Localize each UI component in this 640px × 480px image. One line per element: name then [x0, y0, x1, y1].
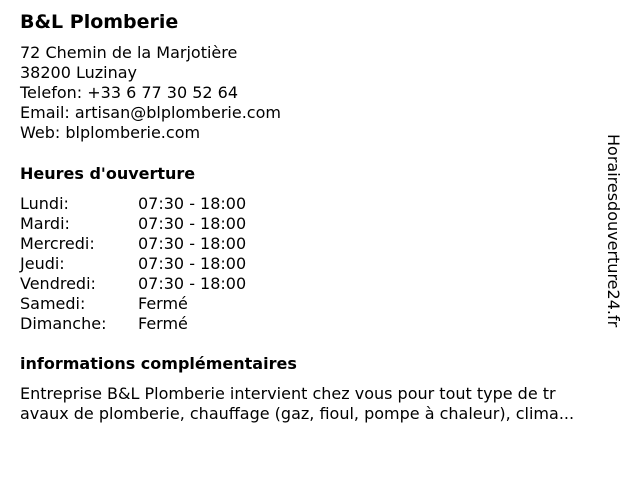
day-label: Jeudi:	[20, 254, 65, 273]
time-value: 07:30 - 18:00	[138, 274, 247, 293]
description-line-2: avaux de plomberie, chauffage (gaz, fioul, pompe à chaleur), clima...	[20, 404, 575, 423]
address-line-1: 72 Chemin de la Marjotière	[20, 43, 238, 62]
business-description	[20, 384, 632, 424]
email-address: Email: artisan@blplomberie.com	[20, 103, 281, 122]
additional-info-heading: informations complémentaires	[20, 354, 297, 373]
day-label: Mardi:	[20, 214, 70, 233]
address-line-2: 38200 Luzinay	[20, 63, 138, 82]
time-value: Fermé	[138, 294, 188, 313]
contact-block	[20, 43, 281, 143]
day-label: Dimanche:	[20, 314, 107, 333]
opening-hours-heading: Heures d'ouverture	[20, 164, 196, 183]
day-label: Vendredi:	[20, 274, 96, 293]
day-label: Samedi:	[20, 294, 86, 313]
business-name: B&L Plomberie	[20, 11, 179, 33]
time-value: 07:30 - 18:00	[138, 214, 247, 233]
description-line-1: Entreprise B&L Plomberie intervient chez vous pour tout type de tr	[20, 384, 556, 403]
time-value: 07:30 - 18:00	[138, 254, 247, 273]
phone-number: Telefon: +33 6 77 30 52 64	[20, 83, 239, 102]
time-value: 07:30 - 18:00	[138, 194, 247, 213]
site-watermark: Horairesdouverture24.fr	[604, 134, 623, 328]
time-value: 07:30 - 18:00	[138, 234, 247, 253]
website: Web: blplomberie.com	[20, 123, 201, 142]
time-value: Fermé	[138, 314, 188, 333]
day-label: Lundi:	[20, 194, 69, 213]
day-label: Mercredi:	[20, 234, 95, 253]
